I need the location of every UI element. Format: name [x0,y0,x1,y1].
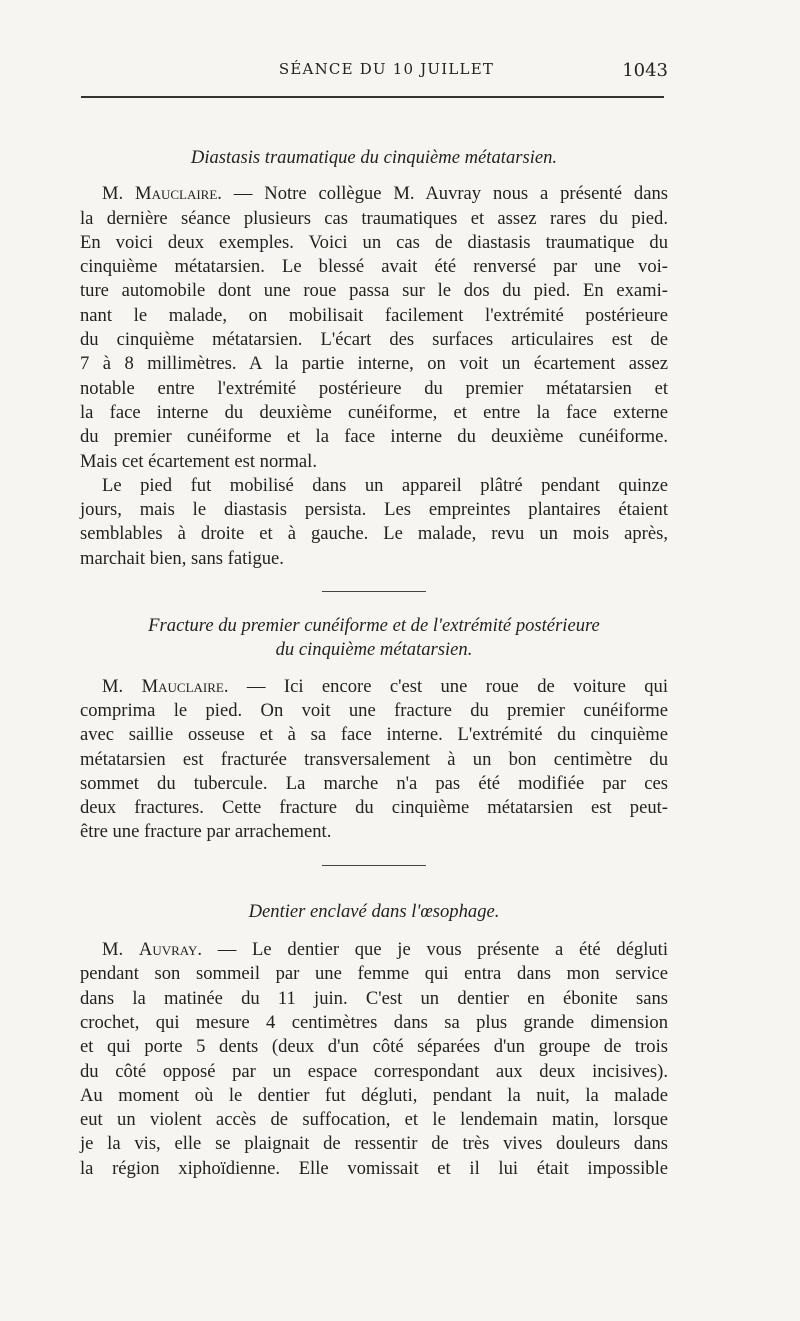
speaker-remark: — Notre collègue M. Auvray nous a présenté dans [221,183,668,205]
page-body [80,140,668,1181]
text-line: sommet du tubercule. La marche n'a pas été modifiée par ces [80,772,668,794]
text-line: du côté opposé par un espace correspondant aux deux incisives). [80,1060,668,1082]
text-line: deux fractures. Cette fracture du cinquième métatarsien est peut- [80,797,668,819]
text-line: En voici deux exemples. Voici un cas de diastasis traumatique du [80,231,668,253]
section-title [80,146,668,170]
speaker-prefix: M. [102,939,139,961]
text-line: Au moment où le dentier fut dégluti, pendant la nuit, la malade [80,1084,668,1106]
text-line: nant le malade, on mobilisait facilement l'extrémité postérieure [80,304,668,326]
text-line: notable entre l'extrémité postérieure du premier métatarsien et [80,377,668,399]
page-number: 1043 [622,60,668,81]
text-line [80,182,668,206]
paragraph [80,675,668,845]
page-header [105,60,668,84]
text-line: du cinquième métatarsien. L'écart des surfaces articulaires est de [80,329,668,351]
running-head: SÉANCE DU 10 JUILLET [278,60,495,78]
speaker-remark: — Le dentier que je vous présente a été dégluti [202,939,668,961]
section-separator [322,591,426,592]
text-line: avec saillie osseuse et à sa face interne. L'extrémité du cinquième [80,724,668,746]
text-line: la dernière séance plusieurs cas traumatiques et assez rares du pied. [80,207,668,229]
text-line: dans la matinée du 11 juin. C'est un dentier en ébonite sans [80,987,668,1009]
text-line: comprima le pied. On voit une fracture du premier cunéiforme [80,699,668,721]
paragraph [80,182,668,474]
text-line: du premier cunéiforme et la face interne du deuxième cunéiforme. [80,426,668,448]
section-title-line: Diastasis traumatique du cinquième métatarsien. [190,147,558,168]
text-line: crochet, qui mesure 4 centimètres dans sa plus grande dimension [80,1011,668,1033]
text-line: et qui porte 5 dents (deux d'un côté séparées d'un groupe de trois [80,1036,668,1058]
speaker-name: Auvray. [138,939,203,961]
text-line: ture automobile dont une roue passa sur le dos du pied. En exami- [80,280,668,302]
text-line: être une fracture par arrachement. [80,821,332,843]
speaker-remark: — Ici encore c'est une roue de voiture qui [228,675,668,697]
text-line: la région xiphoïdienne. Elle vomissait et il lui était impossible [80,1157,668,1179]
paragraph [80,474,668,571]
text-line [80,938,668,962]
section-separator [322,865,426,866]
section-title-line: Fracture du premier cunéiforme et de l'extrémité postérieure [148,615,600,637]
speaker-name: Mauclaire. [135,183,222,205]
text-line: marchait bien, sans fatigue. [80,547,284,569]
section-title-line: Dentier enclavé dans l'œsophage. [248,900,500,922]
paragraph [80,938,668,1181]
speaker-name: Mauclaire. [141,675,229,697]
text-line: je la vis, elle se plaignait de ressentir de très vives douleurs dans [80,1133,668,1155]
section-title [80,614,668,663]
text-line [80,675,668,699]
section-title [80,900,668,924]
text-line: la face interne du deuxième cunéiforme, et entre la face externe [80,401,668,423]
text-line: Mais cet écartement est normal. [80,450,317,472]
text-line: semblables à droite et à gauche. Le malade, revu un mois après, [80,523,668,545]
speaker-prefix: M. [102,183,136,205]
text-line: eut un violent accès de suffocation, et le lendemain matin, lorsque [80,1109,668,1131]
text-line: Le pied fut mobilisé dans un appareil plâtré pendant quinze [102,474,668,496]
text-line: métatarsien est fracturée transversalement à un bon centimètre du [80,748,668,770]
speaker-prefix: M. [102,675,142,697]
header-rule [81,96,664,98]
text-line: jours, mais le diastasis persista. Les empreintes plantaires étaient [80,499,668,521]
section-title-line: du cinquième métatarsien. [275,639,473,661]
text-line: cinquième métatarsien. Le blessé avait été renversé par une voi- [80,256,668,278]
text-line: pendant son sommeil par une femme qui entra dans mon service [80,963,668,985]
text-line: 7 à 8 millimètres. A la partie interne, on voit un écartement assez [80,353,668,375]
